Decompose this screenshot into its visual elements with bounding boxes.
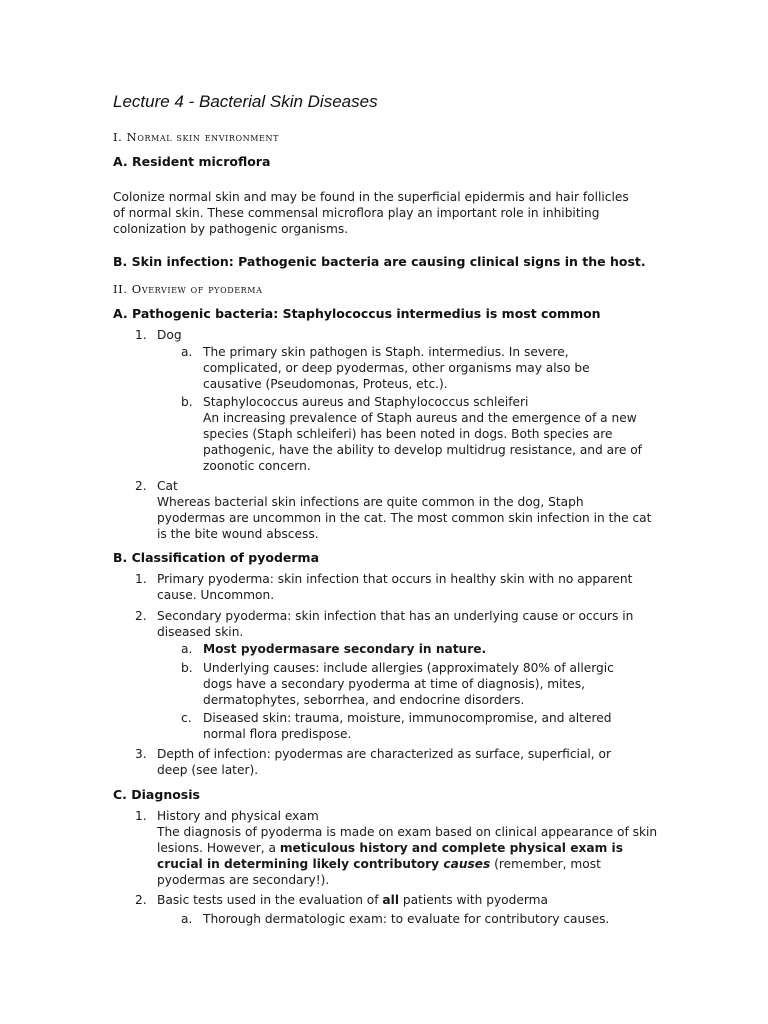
list-letter: c.: [181, 711, 192, 725]
list-item-secondary-b: Underlying causes: include allergies (approximately 80% of allergic dogs have a secondary pyoderma at time of diagnosis), mites, dermatophytes, seborrhea, and endocrine disorders.: [203, 661, 614, 707]
list-item-history-exam: History and physical exam: [157, 809, 319, 823]
list-item-secondary-pyoderma: Secondary pyoderma: skin infection that has an underlying cause or occurs in diseased skin.: [157, 609, 634, 639]
list-letter: a.: [181, 345, 193, 359]
list-letter: a.: [181, 912, 193, 926]
list-item-dog-b-text: An increasing prevalence of Staph aureus and the emergence of a new species (Staph schleiferi) has been noted in dogs. Both species are pathogenic, have the ability to develop multidrug resistance, and are of zoonotic concern.: [203, 411, 642, 473]
list-number: 1.: [135, 328, 147, 342]
list-letter: b.: [181, 661, 193, 675]
list-number: 1.: [135, 572, 147, 586]
list-letter: a.: [181, 642, 193, 656]
list-number: 2.: [135, 609, 147, 623]
list-number: 1.: [135, 809, 147, 823]
list-number: 3.: [135, 747, 147, 761]
list-item-primary-pyoderma: Primary pyoderma: skin infection that occurs in healthy skin with no apparent cause. Uncommon.: [157, 572, 633, 602]
list-number: 2.: [135, 893, 147, 907]
list-letter: b.: [181, 395, 193, 409]
list-item-history-exam-text: The diagnosis of pyoderma is made on exam based on clinical appearance of skin lesions. However, a meticulous history and complete physical exam is crucial in determining likely contributory causes (remember, most pyodermas are secondary!).: [157, 825, 658, 887]
list-number: 2.: [135, 479, 147, 493]
subheading-pathogenic-bacteria: A. Pathogenic bacteria: Staphylococcus intermedius is most common: [113, 306, 601, 321]
list-item-basic-tests: Basic tests used in the evaluation of all patients with pyoderma: [157, 893, 548, 907]
list-item-cat-text: Whereas bacterial skin infections are quite common in the dog, Staph pyodermas are uncommon in the cat. The most common skin infection in the cat is the bite wound abscess.: [157, 495, 652, 541]
subheading-skin-infection: B. Skin infection: Pathogenic bacteria are causing clinical signs in the host.: [113, 254, 646, 269]
subheading-classification: B. Classification of pyoderma: [113, 550, 320, 565]
subheading-diagnosis: C. Diagnosis: [113, 787, 200, 802]
paragraph-resident-microflora: Colonize normal skin and may be found in the superficial epidermis and hair follicles of normal skin. These commensal microflora play an important role in inhibiting colonization by pathogenic organisms.: [113, 190, 629, 236]
list-item-dog-a: The primary skin pathogen is Staph. intermedius. In severe, complicated, or deep pyodermas, other organisms may also be causative (Pseudomonas, Proteus, etc.).: [203, 345, 590, 391]
section-heading-pyoderma: II. Overview of pyoderma: [113, 282, 263, 296]
list-item-depth-of-infection: Depth of infection: pyodermas are characterized as surface, superficial, or deep (see later).: [157, 747, 612, 777]
list-item-dog: Dog: [157, 328, 182, 342]
section-heading-normal-skin: I. Normal skin environment: [113, 130, 280, 144]
list-item-secondary-c: Diseased skin: trauma, moisture, immunocompromise, and altered normal flora predispose.: [203, 711, 612, 741]
list-item-basic-tests-a: Thorough dermatologic exam: to evaluate for contributory causes.: [203, 912, 610, 926]
list-item-secondary-a: Most pyodermasare secondary in nature.: [203, 642, 487, 656]
subheading-resident-microflora: A. Resident microflora: [113, 154, 271, 169]
list-item-cat: Cat: [157, 479, 178, 493]
page-title: Lecture 4 - Bacterial Skin Diseases: [113, 92, 378, 111]
list-item-dog-b-title: Staphylococcus aureus and Staphylococcus schleiferi: [203, 395, 529, 409]
